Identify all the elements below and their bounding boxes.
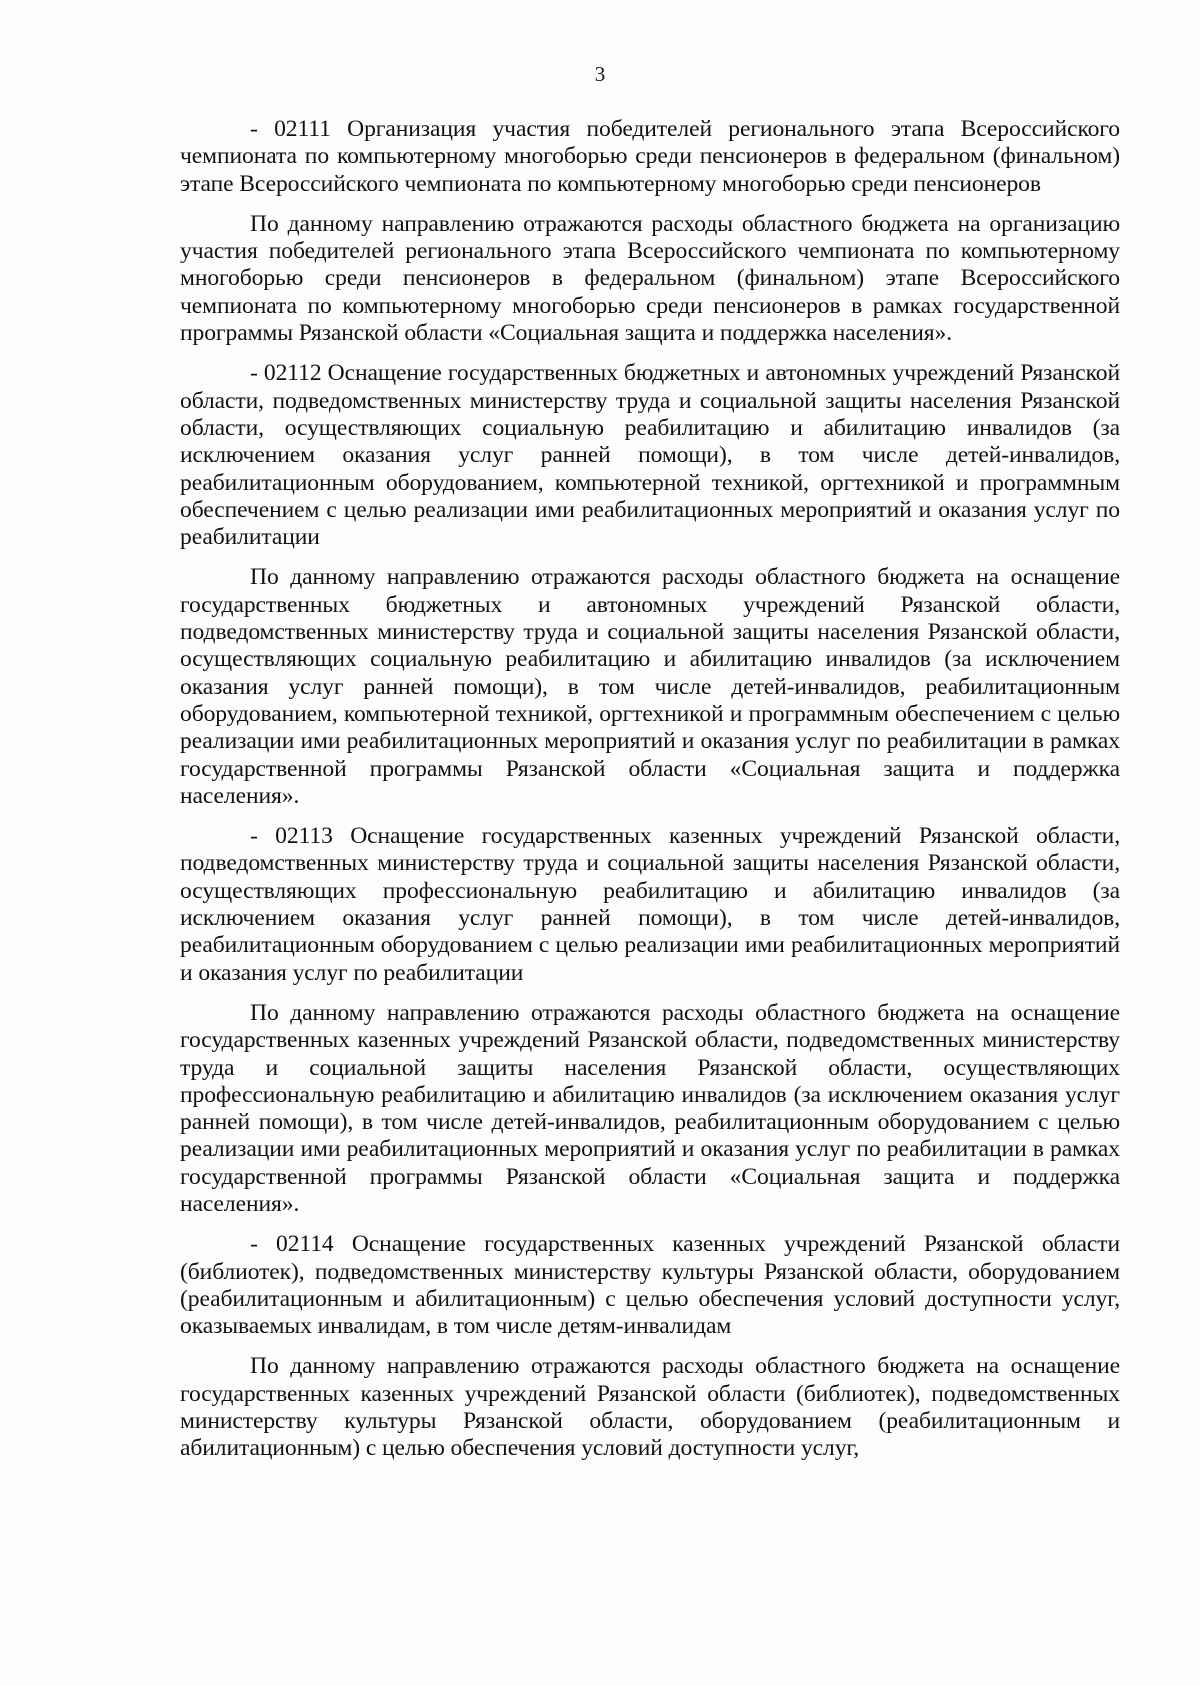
document-body [180, 116, 1120, 1476]
page-number: 3 [594, 62, 606, 86]
item-02114-description: По данному направлению отражаются расходы областного бюджета на оснащение государственных казенных учреждений Рязанской области (библиотек), подведомственных министерству культуры Рязанской области, оборудованием (реабилитационным и абилитационным) с целью обеспечения условий доступности услуг, [180, 1353, 1120, 1462]
item-02111-heading: - 02111 Организация участия победителей регионального этапа Всероссийского чемпионата по компьютерному многоборью среди пенсионеров в федеральном (финальном) этапе Всероссийского чемпионата по компьютерному многоборью среди пенсионеров [180, 116, 1120, 197]
item-02112-description: По данному направлению отражаются расходы областного бюджета на оснащение государственных бюджетных и автономных учреждений Рязанской области, подведомственных министерству труда и социальной защиты населения Рязанской области, осуществляющих социальную реабилитацию и абилитацию инвалидов (за исключением оказания услуг ранней помощи), в том числе детей-инвалидов, реабилитационным оборудованием, компьютерной техникой, оргтехникой и программным обеспечением с целью реализации ими реабилитационных мероприятий и оказания услуг по реабилитации в рамках государственной программы Рязанской области «Социальная защита и поддержка населения». [180, 564, 1120, 809]
item-02113-heading: - 02113 Оснащение государственных казенных учреждений Рязанской области, подведомственных министерству труда и социальной защиты населения Рязанской области, осуществляющих профессиональную реабилитацию и абилитацию инвалидов (за исключением оказания услуг ранней помощи), в том числе детей-инвалидов, реабилитационным оборудованием с целью реализации ими реабилитационных мероприятий и оказания услуг по реабилитации [180, 823, 1120, 986]
item-02111-description: По данному направлению отражаются расходы областного бюджета на организацию участия победителей регионального этапа Всероссийского чемпионата по компьютерному многоборью среди пенсионеров в федеральном (финальном) этапе Всероссийского чемпионата по компьютерному многоборью среди пенсионеров в рамках государственной программы Рязанской области «Социальная защита и поддержка населения». [180, 210, 1120, 347]
item-02114-heading: - 02114 Оснащение государственных казенных учреждений Рязанской области (библиотек), подведомственных министерству культуры Рязанской области, оборудованием (реабилитационным и абилитационным) с целью обеспечения условий доступности услуг, оказываемых инвалидам, в том числе детям-инвалидам [180, 1231, 1120, 1340]
item-02112-heading: - 02112 Оснащение государственных бюджетных и автономных учреждений Рязанской области, подведомственных министерству труда и социальной защиты населения Рязанской области, осуществляющих социальную реабилитацию и абилитацию инвалидов (за исключением оказания услуг ранней помощи), в том числе детей-инвалидов, реабилитационным оборудованием, компьютерной техникой, оргтехникой и программным обеспечением с целью реализации ими реабилитационных мероприятий и оказания услуг по реабилитации [180, 360, 1120, 551]
item-02113-description: По данному направлению отражаются расходы областного бюджета на оснащение государственных казенных учреждений Рязанской области, подведомственных министерству труда и социальной защиты населения Рязанской области, осуществляющих профессиональную реабилитацию и абилитацию инвалидов (за исключением оказания услуг ранней помощи), в том числе детей-инвалидов, реабилитационным оборудованием с целью реализации ими реабилитационных мероприятий и оказания услуг по реабилитации в рамках государственной программы Рязанской области «Социальная защита и поддержка населения». [180, 999, 1120, 1217]
